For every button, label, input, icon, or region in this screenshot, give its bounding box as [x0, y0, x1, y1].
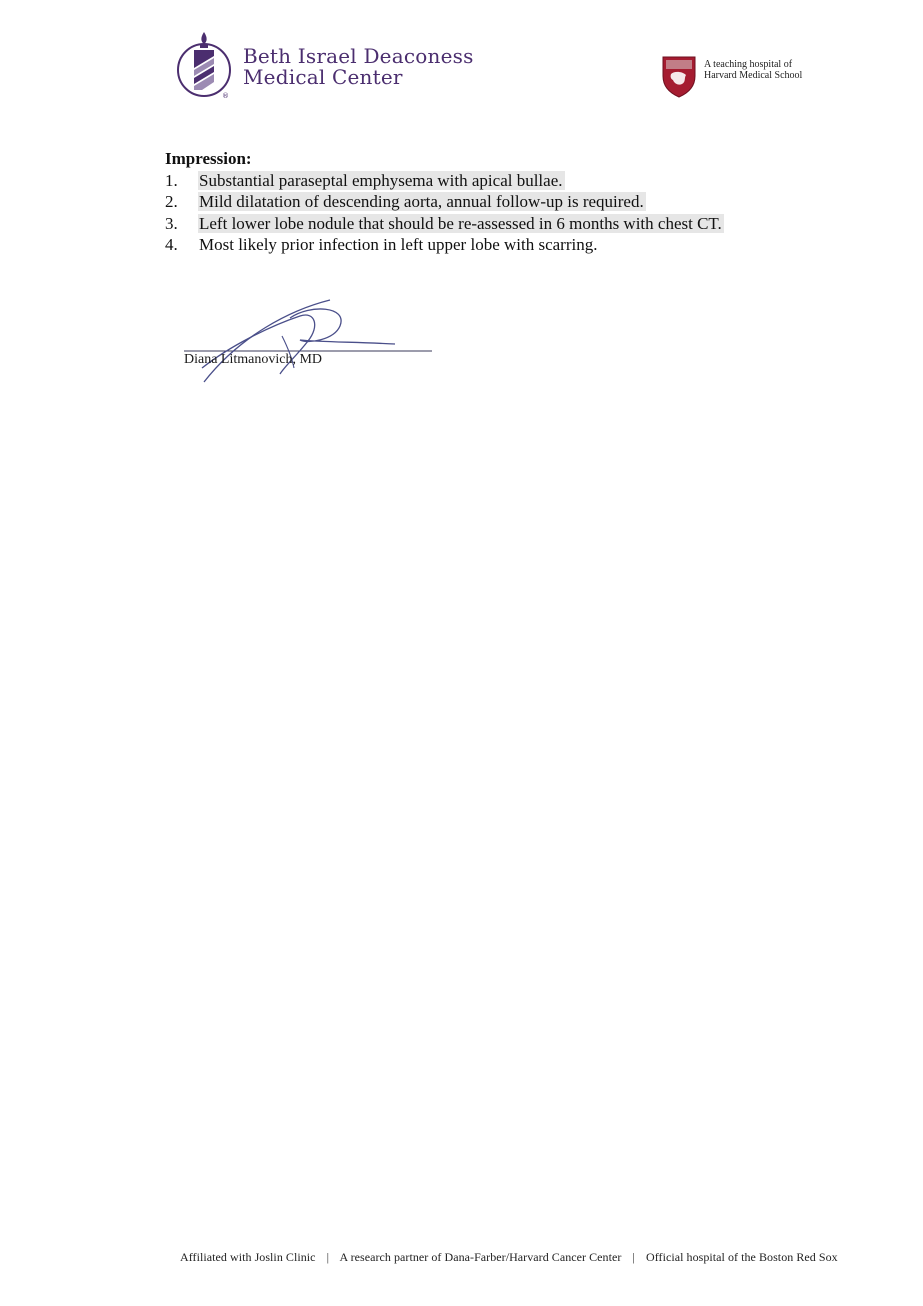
affiliation-line2: Harvard Medical School [704, 70, 803, 81]
affiliation-text [704, 59, 802, 81]
impression-item-number: 4. [165, 235, 178, 254]
impression-item-text: Most likely prior infection in left upper lobe with scarring. [199, 235, 598, 254]
impression-item-number: 1. [165, 170, 178, 190]
hospital-name-line2: Medical Center [243, 65, 403, 89]
signer-name: Diana Litmanovich, MD [184, 352, 323, 367]
impression-item-text: Left lower lobe nodule that should be re-assessed in 6 months with chest CT. [199, 213, 722, 233]
signature-block [180, 296, 440, 386]
footer-separator: | [326, 1250, 330, 1264]
hospital-name-line1: Beth Israel Deaconess [243, 44, 474, 68]
impression-item-number: 2. [165, 192, 178, 211]
impression-item [165, 234, 724, 256]
impression-section [165, 148, 724, 256]
bidmc-logo [176, 28, 474, 102]
impression-item-text: Substantial paraseptal emphysema with apical bullae. [199, 170, 563, 190]
harvard-affiliation [662, 56, 832, 100]
svg-text:®: ® [222, 92, 229, 100]
page-footer [180, 1250, 838, 1265]
footer-separator: | [632, 1250, 635, 1264]
impression-item-number: 3. [165, 213, 178, 233]
impression-item-text: Mild dilatation of descending aorta, annual follow-up is required. [199, 192, 644, 211]
footer-item: Official hospital of the Boston Red Sox [645, 1250, 838, 1264]
impression-heading: Impression: [165, 149, 252, 168]
harvard-shield-icon [662, 56, 696, 98]
impression-item [165, 170, 724, 192]
handwritten-signature [180, 296, 440, 386]
impression-item [165, 213, 724, 235]
footer-item: A research partner of Dana-Farber/Harvard Cancer Center [339, 1250, 622, 1264]
affiliation-line1: A teaching hospital of [704, 59, 793, 70]
bidmc-emblem-icon [176, 28, 234, 100]
footer-item: Affiliated with Joslin Clinic [180, 1250, 316, 1264]
impression-item [165, 191, 724, 213]
impression-list [165, 170, 724, 256]
hospital-name [243, 46, 474, 88]
